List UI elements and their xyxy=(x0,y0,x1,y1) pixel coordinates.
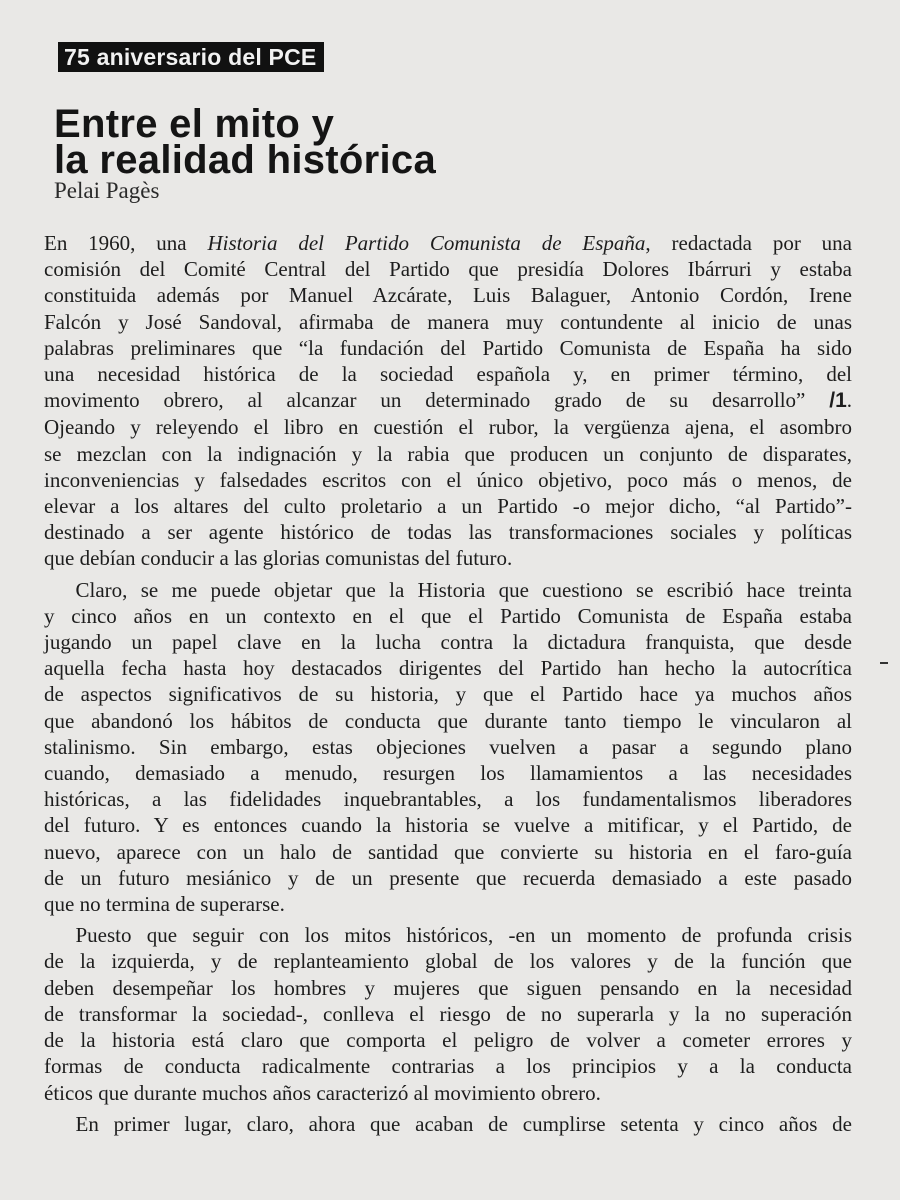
text-line: históricas, a las fidelidades inquebrantables, a los fundamentalismos liberadores xyxy=(44,787,852,812)
bottom-fade xyxy=(0,1172,900,1200)
paragraph xyxy=(44,230,852,572)
text-line: de la izquierda, y de replanteamiento global de los valores y de la función que xyxy=(44,949,852,974)
text-line: que debían conducir a las glorias comunistas del futuro. xyxy=(44,546,513,571)
text-line: En primer lugar, claro, ahora que acaban de cumplirse setenta y cinco años de xyxy=(44,1111,852,1136)
footnote-ref: /1 xyxy=(829,389,847,413)
article-author: Pelai Pagès xyxy=(54,178,160,203)
text-line: Puesto que seguir con los mitos históricos, -en un momento de profunda crisis xyxy=(44,923,852,948)
text-line: Ojeando y releyendo el libro en cuestión el rubor, la vergüenza ajena, el asombro xyxy=(44,415,852,440)
text-line: movimento obrero, al alcanzar un determinado grado de su desarrollo” /1. xyxy=(44,388,852,413)
text-line: elevar a los altares del culto proletario a un Partido -o mejor dicho, “al Partido”- xyxy=(44,494,852,519)
text-line: cuando, demasiado a menudo, resurgen los llamamientos a las necesidades xyxy=(44,761,852,786)
margin-mark xyxy=(880,662,888,664)
paragraph xyxy=(44,922,852,1105)
text-line: deben desempeñar los hombres y mujeres que siguen pensando en la necesidad xyxy=(44,975,852,1000)
text-line: de aspectos significativos de su historia, y que el Partido hace ya muchos años xyxy=(44,682,852,707)
text-line: aquella fecha hasta hoy destacados dirigentes del Partido han hecho la autocrítica xyxy=(44,656,852,681)
text-line: que no termina de superarse. xyxy=(44,892,285,917)
text-line: Claro, se me puede objetar que la Historia que cuestiono se escribió hace treinta xyxy=(44,577,852,602)
article-body xyxy=(44,230,852,1137)
article-title-line-1: Entre el mito y xyxy=(54,102,335,146)
text-line: destinado a ser agente histórico de todas las transformaciones sociales y políticas xyxy=(44,520,852,545)
paragraph xyxy=(44,1111,852,1137)
text-line: una necesidad histórica de la sociedad española y, en primer término, del xyxy=(44,362,852,387)
text-line: En 1960, una Historia del Partido Comunista de España, redactada por una xyxy=(44,231,852,255)
text-line: que abandonó los hábitos de conducta que durante tanto tiempo le vincularon al xyxy=(44,708,852,733)
text-line: se mezclan con la indignación y la rabia que producen un conjunto de disparates, xyxy=(44,441,852,466)
article-title xyxy=(54,102,437,182)
text-line: comisión del Comité Central del Partido que presidía Dolores Ibárruri y estaba xyxy=(44,257,852,282)
text-line: y cinco años en un contexto en el que el Partido Comunista de España estaba xyxy=(44,603,852,628)
paragraph xyxy=(44,577,852,918)
text-line: palabras preliminares que “la fundación del Partido Comunista de España ha sido xyxy=(44,335,852,360)
text-line: Falcón y José Sandoval, afirmaba de manera muy contundente al inicio de unas xyxy=(44,309,852,334)
text-line: éticos que durante muchos años caracterizó al movimiento obrero. xyxy=(44,1080,601,1105)
text-line: jugando un papel clave en la lucha contra la dictadura franquista, que desde xyxy=(44,630,852,655)
text-line: inconveniencias y falsedades escritos con el único objetivo, poco más o menos, de xyxy=(44,467,852,492)
text-line: de la historia está claro que comporta el peligro de volver a cometer errores y xyxy=(44,1028,852,1053)
text-line: del futuro. Y es entonces cuando la historia se vuelve a mitificar, y el Partido, de xyxy=(44,813,852,838)
article-title-line-2: la realidad histórica xyxy=(54,138,437,182)
section-tag: 75 aniversario del PCE xyxy=(58,42,324,72)
text-line: formas de conducta radicalmente contrarias a los principios y a la conducta xyxy=(44,1054,852,1079)
text-line: de un futuro mesiánico y de un presente que recuerda demasiado a este pasado xyxy=(44,865,852,890)
text-line: constituida además por Manuel Azcárate, Luis Balaguer, Antonio Cordón, Irene xyxy=(44,283,852,308)
text-line: stalinismo. Sin embargo, estas objeciones vuelven a pasar a segundo plano xyxy=(44,734,852,759)
text-line: de transformar la sociedad-, conlleva el riesgo de no superarla y la no superación xyxy=(44,1001,852,1026)
text-line: nuevo, aparece con un halo de santidad que convierte su historia en el faro-guía xyxy=(44,839,852,864)
